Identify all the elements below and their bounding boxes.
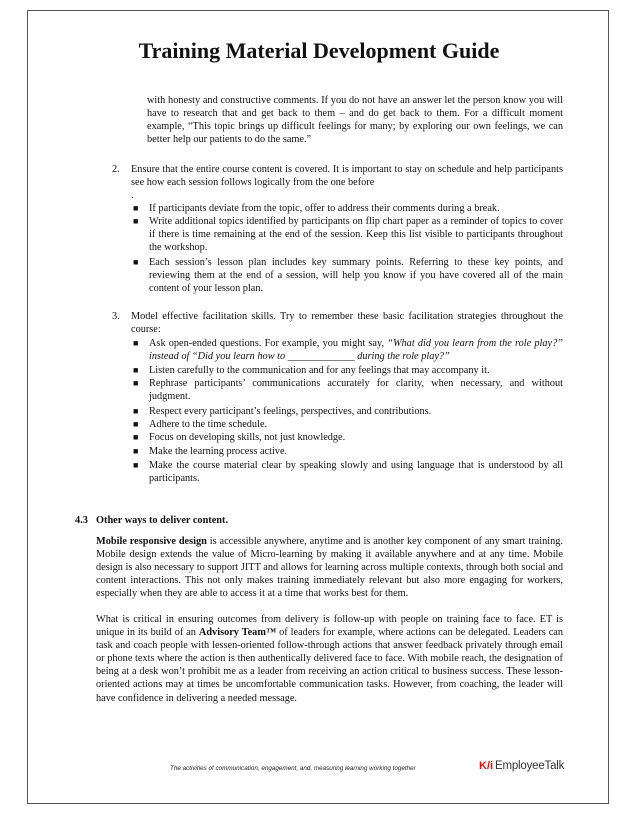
item-2-bullet-2: Write additional topics identified by participants on flip chart paper as a reminder of topics to cover if there is time remaining at the end of the session. Keep this list visible to participants throughout the workshop. [149,216,563,254]
page-title: Training Material Development Guide [138,38,500,63]
item-2-text: Ensure that the entire course content is covered. It is important to stay on schedule and help participants see how each session follows logically from the one before [131,164,563,189]
square-bullet-icon: ■ [133,406,139,416]
para-1-bold: Mobile responsive design [96,536,207,547]
item-3-bullet-6: Focus on developing skills, not just knowledge. [149,432,346,443]
section-number: 4.3 [75,515,88,526]
item-2-bullet-3: Each session’s lesson plan includes key summary points. Referring to these key points, and reviewing them at the end of a session, will help you know if you have covered all of the main content of your lesson plan. [149,257,563,295]
square-bullet-icon: ■ [133,365,139,375]
item-3-number: 3. [112,311,120,322]
bullet-1-lead: Ask open-ended questions. For example, you might say, [149,338,388,349]
square-bullet-icon: ■ [133,460,139,470]
item-3-bullet-7: Make the learning process active. [149,446,288,457]
item-3-bullet-5: Adhere to the time schedule. [149,419,268,430]
item-3-bullet-3: Rephrase participants’ communications accurately for clarity, when necessary, and without judgment. [149,378,563,403]
square-bullet-icon: ■ [133,216,139,226]
item-2-number: 2. [112,164,120,175]
para-1-rest: is accessible anywhere, anytime and is another key component of any smart training. Mobile design extends the value of Micro-learning by making it available anywhere and at any time. Mobile design is also necessary to support JITT and allows for learning across multiple contexts, through both social and content interactions. This not only makes training immediately relevant but also more engaging for workers, especially when they are able to access it at a time that works best for them. [96,536,563,600]
logo-mark-icon: K/i [479,760,494,772]
item-3-bullet-1 [149,337,563,363]
square-bullet-icon: ■ [133,203,139,213]
square-bullet-icon: ■ [133,446,139,456]
item-3-bullet-4: Respect every participant’s feelings, perspectives, and contributions. [149,406,432,417]
square-bullet-icon: ■ [133,378,139,388]
square-bullet-icon: ■ [133,432,139,442]
logo-text: EmployeeTalk [495,760,565,772]
item-3-bullet-2: Listen carefully to the communication and for any feelings that may accompany it. [149,365,490,376]
square-bullet-icon: ■ [133,257,139,267]
item-2-stray-mark: . [131,190,134,201]
square-bullet-icon: ■ [133,419,139,429]
item-2-bullet-1: If participants deviate from the topic, offer to address their comments during a break. [149,203,500,214]
bullet-1-italic: “What did you learn from the role play?” instead of “Did you learn how to _____________ during the role play?” [149,338,563,363]
para-2-lead: What is critical in ensuring outcomes from delivery is follow-up with people on training face to face. ET is unique in its build of an [96,614,563,639]
section-paragraph-1 [96,535,563,600]
section-heading: Other ways to deliver content. [96,515,229,526]
intro-continuation: with honesty and constructive comments. If you do not have an answer let the person know you will have to research that and get back to them – and do get back to them. For a difficult moment example, “This topic brings up difficult feelings for many; by exploring our own feelings, we can better help our patients to do the same.” [147,95,563,146]
square-bullet-icon: ■ [133,338,139,348]
section-paragraph-2 [96,613,563,705]
item-3-bullet-8: Make the course material clear by speaking slowly and using language that is understood by all participants. [149,460,563,485]
footer-tagline: The activities of communication, engagement, and, measuring learning working together [170,765,416,772]
para-2-rest: of leaders for example, where actions can be delegated. Leaders can task and coach people with lessen-oriented follow-through actions that answer feedback privately through email or phone texts where the action is then authentically delivered face to face. With mobile reach, the designation of being at a desk won’t prohibit me as a leader from receiving an action critical to business success. These lesson-oriented actions may at times be uncomfortable communication tasks. However, from coaching, the leader will have confidence in delivering a needed message. [96,627,564,704]
para-2-bold: Advisory Team™ [198,627,277,639]
item-3-text: Model effective facilitation skills. Try to remember these basic facilitation strategies throughout the course: [131,311,563,336]
